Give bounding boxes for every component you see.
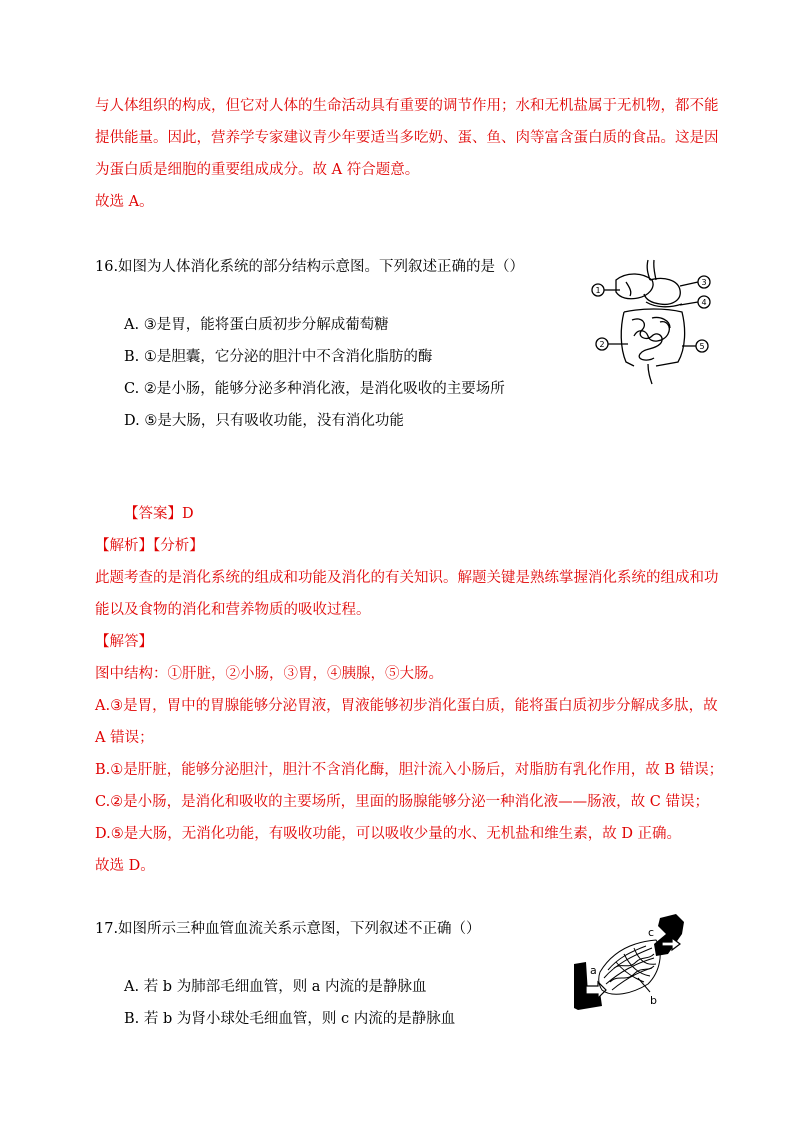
detail-b-line: B.①是肝脏，能够分泌胆汁，胆汁不含消化酶，胆汁流入小肠后，对脂肪有乳化作用，故 B 错误； xyxy=(95,762,724,778)
svg-text:4: 4 xyxy=(701,298,707,307)
detail-heading: 【解答】 xyxy=(95,634,153,650)
q16-option-b: B. ①是胆囊，它分泌的胆汁中不含消化脂肪的酶 xyxy=(124,349,433,365)
q16-option-c: C. ②是小肠，能够分泌多种消化液，是消化吸收的主要场所 xyxy=(124,381,505,397)
explanation-line: 与人体组织的构成，但它对人体的生命活动具有重要的调节作用；水和无机盐属于无机物，都不能 xyxy=(95,98,719,114)
q16-option-a: A. ③是胃，能将蛋白质初步分解成葡萄糖 xyxy=(124,317,389,333)
label-b: b xyxy=(650,994,657,1007)
analysis-line: 能以及食物的消化和营养物质的吸收过程。 xyxy=(95,602,371,618)
choose-line: 故选 D。 xyxy=(95,858,155,874)
svg-text:1: 1 xyxy=(595,286,601,295)
question-16-stem: 16.如图为人体消化系统的部分结构示意图。下列叙述正确的是（） xyxy=(95,259,525,275)
analysis-line: 此题考查的是消化系统的组成和功能及消化的有关知识。解题关键是熟练掌握消化系统的组成和功 xyxy=(95,570,719,586)
detail-c-line: C.②是小肠，是消化和吸收的主要场所，里面的肠腺能够分泌一种消化液——肠液，故 C 错误； xyxy=(95,794,709,810)
question-17-stem: 17.如图所示三种血管血流关系示意图，下列叙述不正确（） xyxy=(95,921,481,937)
q17-option-a: A. 若 b 为肺部毛细血管，则 a 内流的是静脉血 xyxy=(124,979,427,995)
explanation-line: 为蛋白质是细胞的重要组成成分。故 A 符合题意。 xyxy=(95,162,420,178)
detail-a-line: A.③是胃，胃中的胃腺能够分泌胃液，胃液能够初步消化蛋白质，能将蛋白质初步分解成多肽，故 xyxy=(95,698,718,714)
blood-vessel-figure xyxy=(572,912,692,1022)
structure-line: 图中结构：①肝脏，②小肠，③胃，④胰腺，⑤大肠。 xyxy=(95,666,443,682)
label-a: a xyxy=(590,964,597,977)
label-c: c xyxy=(648,926,655,939)
svg-text:2: 2 xyxy=(599,340,605,349)
detail-a-line: A 错误； xyxy=(95,730,154,746)
digestive-system-figure xyxy=(586,258,716,386)
analysis-heading: 【解析】【分析】 xyxy=(95,538,204,554)
q16-option-d: D. ⑤是大肠，只有吸收功能，没有消化功能 xyxy=(124,413,404,429)
svg-text:3: 3 xyxy=(701,278,707,287)
svg-text:5: 5 xyxy=(699,342,705,351)
answer-16: 【答案】D xyxy=(124,506,194,522)
detail-d-line: D.⑤是大肠，无消化功能，有吸收功能，可以吸收少量的水、无机盐和维生素，故 D 正确。 xyxy=(95,826,682,842)
choose-line: 故选 A。 xyxy=(95,194,154,210)
explanation-line: 提供能量。因此，营养学专家建议青少年要适当多吃奶、蛋、鱼、肉等富含蛋白质的食品。这是因 xyxy=(95,130,719,146)
q17-option-b: B. 若 b 为肾小球处毛细血管，则 c 内流的是静脉血 xyxy=(124,1011,456,1027)
